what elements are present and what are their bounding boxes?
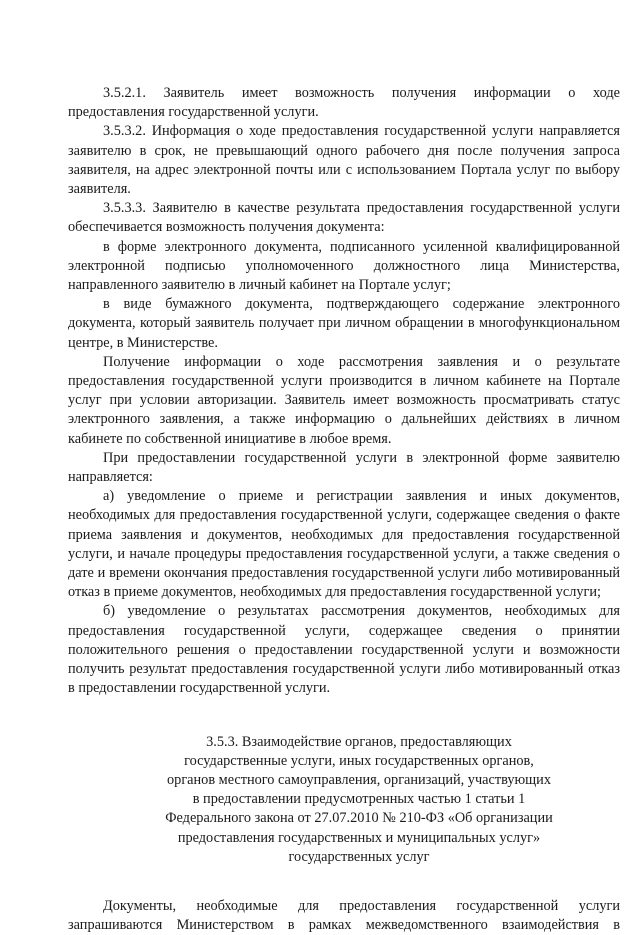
paragraph-3-5-3-2: 3.5.3.2. Информация о ходе предоставления государственной услуги направляется заявителю в срок, не превышающий одного рабочего дня после получения запроса заявителя, на адрес электронной почты или с использованием Портала услуг по выбору заявителя. bbox=[68, 123, 620, 198]
heading-line: Федерального закона от 27.07.2010 № 210-ФЗ «Об организации bbox=[165, 810, 553, 827]
heading-line: государственных услуг bbox=[288, 848, 430, 865]
heading-line: в предоставлении предусмотренных частью 1 статьи 1 bbox=[192, 791, 526, 808]
heading-line: органов местного самоуправления, организаций, участвующих bbox=[167, 771, 551, 788]
paragraph-electronic-form: в форме электронного документа, подписанного усиленной квалифицированной электронной подписью уполномоченного должностного лица Министерства, направленного заявителю в личный кабинет на Портале услуг; bbox=[68, 238, 620, 294]
section-heading-3-5-3 bbox=[68, 733, 620, 867]
paragraph-3-5-2-1: 3.5.2.1. Заявитель имеет возможность получения информации о ходе предоставления государственной услуги. bbox=[68, 85, 620, 121]
paragraph-3-5-3-3: 3.5.3.3. Заявителю в качестве результата предоставления государственной услуги обеспечивается возможность получения документа: bbox=[68, 200, 620, 236]
paragraph-notice-a: а) уведомление о приеме и регистрации заявления и иных документов, необходимых для предоставления государственной услуги, содержащее сведения о факте приема заявления и документов, необходимых для предоставления государственной услуги, и начале процедуры предоставления государственной услуги, а также сведения о дате и времени окончания предоставления государственной услуги либо мотивированный отказ в приеме документов, необходимых для предоставления государственной услуги; bbox=[68, 488, 620, 601]
heading-line: предоставления государственных и муниципальных услуг» bbox=[177, 829, 541, 846]
document-page bbox=[68, 84, 620, 935]
paragraph-notice-b: б) уведомление о результатах рассмотрения документов, необходимых для предоставления государственной услуги, содержащее сведения о принятии положительного решения о предоставлении государственной услуги и возможности получить результат предоставления государственной услуги либо мотивированный отказ в предоставлении государственной услуги. bbox=[68, 603, 620, 697]
paragraph-electronic-notice: При предоставлении государственной услуги в электронной форме заявителю направляется: bbox=[68, 449, 620, 486]
paragraph-status-info: Получение информации о ходе рассмотрения заявления и о результате предоставления государственной услуги производится в личном кабинете на Портале услуг при условии авторизации. Заявитель имеет возможность просматривать статус электронного заявления, а также информацию о дальнейших действиях в личном кабинете по собственной инициативе в любое время. bbox=[68, 353, 620, 447]
heading-line: 3.5.3. Взаимодействие органов, предоставляющих bbox=[206, 733, 512, 750]
heading-line: государственные услуги, иных государственных органов, bbox=[184, 752, 534, 769]
paragraph-paper-form: в виде бумажного документа, подтверждающего содержание электронного документа, который заявитель получает при личном обращении в многофункциональном центре, в Министерстве. bbox=[68, 296, 620, 351]
paragraph-documents-request: Документы, необходимые для предоставления государственной услуги запрашиваются Министерством в рамках межведомственного взаимодействия в bbox=[68, 897, 620, 934]
